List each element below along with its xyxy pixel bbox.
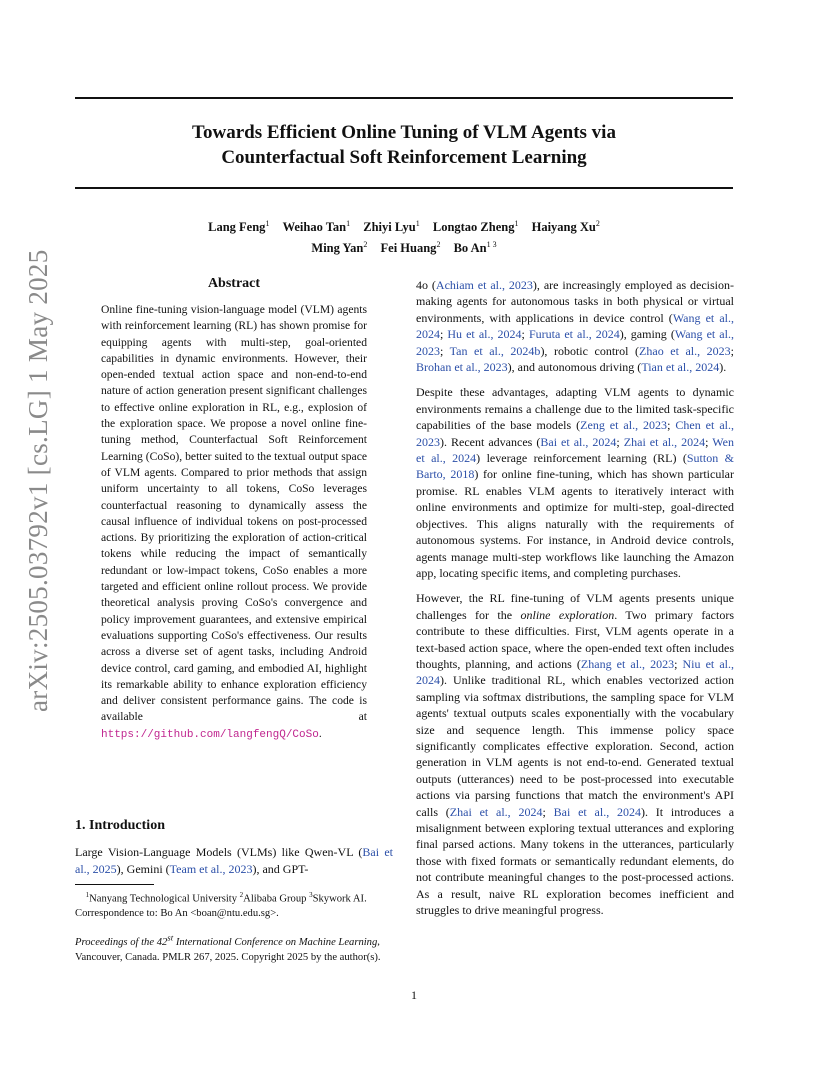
citation-link[interactable]: Bai et al., 2024: [553, 804, 641, 819]
citation-link[interactable]: Zhai et al., 2024: [449, 804, 543, 819]
code-link[interactable]: https://github.com/langfengQ/CoSo: [101, 728, 319, 741]
author: Haiyang Xu$^2$: [531, 219, 600, 235]
citation-link[interactable]: Furuta et al., 2024: [528, 327, 620, 342]
citation-link[interactable]: Niu et al., 2024: [416, 656, 734, 688]
title-line-1: Towards Efficient Online Tuning of VLM Agents via: [192, 122, 616, 143]
author: Zhiyi Lyu$^1$: [363, 219, 420, 235]
citation-link[interactable]: Bai et al., 2024: [540, 434, 617, 449]
citation-link[interactable]: Sutton & Barto, 2018: [416, 451, 734, 482]
citation-link[interactable]: Zhao et al., 2023: [639, 343, 731, 358]
abstract-end: .: [318, 726, 322, 740]
proceedings-note: Proceedings of the 42st International Conference on Machine Learning, Vancouver, Canada. PMLR 267, 2025. Copyright 2025 by the author(s).: [75, 932, 381, 964]
author: Lang Feng$^1$: [208, 219, 270, 235]
paragraph: However, the RL fine-tuning of VLM agents presents unique challenges for the online exploration. Two primary factors contribute to these difficulties. First, VLM agents operate in a text-based action space, where the open-ended text often includes thoughts, planning, and actions (Zhang et al., 2023; Niu et al., 2024). Unlike traditional RL, which enables vectorized action sampling via softmax distributions, the sampling space for VLM agents' textual outputs scales exponentially with the vocabulary size and sequence length. This immense policy space significantly complicates effective exploration. Second, action generation in VLM agents is not end-to-end. Generated textual outputs (utterances) need to be post-processed into executable actions via parsing functions that match the environment's API calls (Zhai et al., 2024; Bai et al., 2024). It introduces a misalignment between exploring textual utterances and exploring final parsed actions. Many tokens in the utterances, particularly those with fixed formats or semantically redundant elements, do not contribute meaningful changes to the post-processed actions. As a result, naive RL exploration becomes inefficient and struggles to drive meaningful progress.: [416, 591, 735, 918]
authors-line-1: [75, 215, 733, 236]
citation-link[interactable]: Wang et al., 2023: [416, 327, 734, 358]
author: Weihao Tan$^1$: [282, 219, 351, 235]
citation-link[interactable]: Wen et al., 2024: [416, 434, 734, 466]
authors-line-2: [75, 236, 733, 257]
citation-link[interactable]: Tian et al., 2024: [641, 360, 720, 375]
citation-link[interactable]: Chen et al., 2023: [416, 418, 734, 449]
paragraph: Despite these advantages, adapting VLM agents to dynamic environments remains a challenge due to the limited task-specific capabilities of the base models (Zeng et al., 2023; Chen et al., 2023). Recent advances (Bai et al., 2024; Zhai et al., 2024; Wen et al., 2024) leverage reinforcement learning (RL) (Sutton & Barto, 2018) for online fine-tuning, which has shown particular promise. RL enables VLM agents to iteratively interact with online environments and optimize for multi-step, goal-directed objectives. This aligns naturally with the requirements of autonomous systems. For instance, in Android device controls, agents manage multi-step workflows like launching the Amazon app, locating specific items, and completing purchases.: [416, 385, 734, 580]
citation-link[interactable]: Zhang et al., 2023: [580, 656, 675, 671]
paper-title: [75, 120, 733, 170]
section-heading-introduction: 1. Introduction: [75, 818, 165, 833]
abstract-heading: Abstract: [207, 276, 261, 291]
citation-link[interactable]: Bai et al., 2025: [75, 845, 394, 876]
citation-link[interactable]: Brohan et al., 2023: [416, 360, 508, 375]
author: Fei Huang$^2$: [380, 240, 441, 256]
paragraph: 4o (Achiam et al., 2023), are increasingly employed as decision-making agents for autonomous tasks in both physical or virtual environments, with applications in device control (Wang et al., 2024; Hu et al., 2024; Furuta et al., 2024), gaming (Wang et al., 2023; Tan et al., 2024b), robotic control (Zhao et al., 2023; Brohan et al., 2023), and autonomous driving (Tian et al., 2024).: [416, 278, 735, 375]
intro-paragraph-start: Large Vision-Language Models (VLMs) like Qwen-VL (Bai et al., 2025), Gemini (Team et al., 2023), and GPT-: [75, 845, 394, 876]
footnote-rule: [75, 884, 154, 885]
top-rule: [75, 97, 733, 99]
author: Bo $An^{1 3}$: [453, 240, 497, 256]
citation-link[interactable]: Hu et al., 2024: [447, 327, 522, 342]
citation-link[interactable]: Zhai et al., 2024: [623, 434, 706, 449]
author-list: [75, 215, 733, 257]
author: Longtao Zheng$^1$: [432, 219, 519, 235]
citation-link[interactable]: Achiam et al., 2023: [435, 278, 533, 292]
arxiv-identifier-stamp: arXiv:2505.03792v1 [cs.LG] 1 May 2025: [23, 249, 53, 712]
title-line-2: Counterfactual Soft Reinforcement Learning: [221, 147, 587, 168]
page-number: 1: [411, 988, 417, 1002]
abstract-text: Online fine-tuning vision-language model (VLM) agents with reinforcement learning (RL) has shown promise for equipping agents with multi-step, goal-oriented capabilities in dynamic environments. However, their open-ended textual action space and non-end-to-end nature of action generation present significant challenges to effective online exploration in RL, e.g., explosion of the exploration space. We propose a novel online fine-tuning method, Counterfactual Soft Reinforcement Learning (CoSo), better suited to the textual output space of VLM agents. Compared to prior methods that assign uniform uncertainty to all tokens, CoSo leverages counterfactual reasoning to dynamically assess the causal influence of individual tokens on post-processed actions. By prioritizing the exploration of action-critical tokens while reducing the impact of semantically redundant or low-impact tokens, CoSo enables a more targeted and efficient online rollout process. We provide theoretical analysis proving CoSo's convergence and policy improvement guarantees, and extensive empirical evaluations supporting CoSo's effectiveness. Our results across a diverse set of agent tasks, including Android device control, card gaming, and embodied AI, highlight its remarkable ability to enhance exploration efficiency and deliver consistent performance gains. The code is available at: [101, 303, 367, 724]
author: Ming Yan$^2$: [311, 240, 368, 256]
citation-link[interactable]: Tan et al., 2024b: [449, 343, 541, 358]
citation-link[interactable]: Wang et al., 2024: [416, 310, 734, 342]
title-bottom-rule: [75, 187, 733, 189]
abstract-body: [101, 302, 367, 743]
affiliations-footnote: $^1$Nanyang Technological University $^2$Alibaba Group $^3$Skywork AI. Correspondence to: Bo An <boan@ntu.edu.sg>.: [75, 891, 367, 919]
right-column: [416, 277, 734, 927]
citation-link[interactable]: Team et al., 2023: [169, 861, 253, 876]
citation-link[interactable]: Zeng et al., 2023: [580, 418, 668, 433]
